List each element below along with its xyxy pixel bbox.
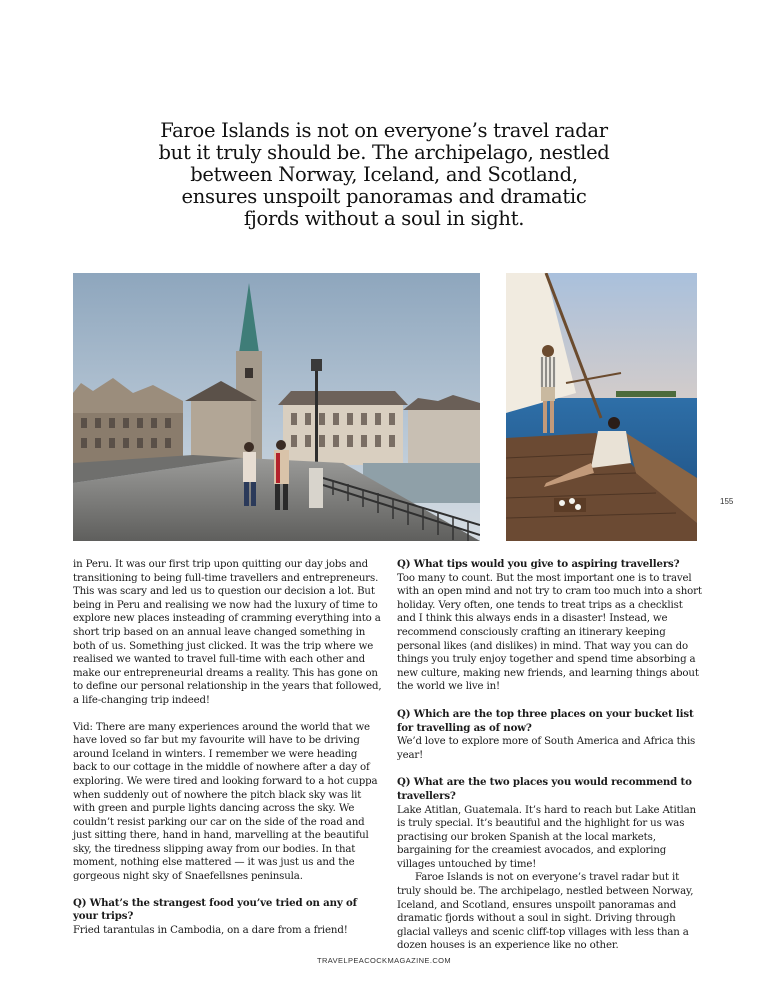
right-column [397,558,702,953]
body-paragraph: in Peru. It was our first trip upon quitting our day jobs and transitioning to being full-time travellers and entrepreneurs. This was scary and led us to question our decision a lot. But being in Peru and realising we now had the luxury of time to explore new places insteading of cramming everything into a short trip based on an annual leave changed something in both of us. Something just clicked. It was the trip where we realised we wanted to travel full-time with each other and make our entrepreneurial dreams a reality. This has gone on to define our personal relationship in the years that followed, a life-changing trip indeed! [73,559,382,706]
footer-website: TRAVELPEACOCKMAGAZINE.COM [316,956,452,965]
pull-quote-line: ensures unspoilt panoramas and dramatic [181,185,587,208]
pull-quote-line: but it truly should be. The archipelago, nestled [158,141,610,164]
question-heading: Q) Which are the top three places on your bucket list for travelling as of now? [397,707,694,734]
question-heading: Q) What are the two places you would recommend to travellers? [397,776,692,802]
pull-quote-line: between Norway, Iceland, and Scotland, [190,163,578,186]
body-paragraph: Vid: There are many experiences around the world that we have loved so far but my favourite will have to be driving around Iceland in winters. I remember we were heading back to our cottage in the middle of nowhere after a day of exploring. We were tired and looking forward to a hot cuppa when suddenly out of nowhere the pitch black sky was lit with green and purple lights dancing across the sky. We couldn’t resist parking our car on the side of the road and just sitting there, hand in hand, marvelling at the beautiful sky, the tiredness slipping away from our bodies. In that moment, nothing else mattered — it was just us and the gorgeous night sky of Snaefellsnes peninsula. [73,721,378,883]
question-heading: Q) What’s the strangest food you’ve tried on any of your trips? [73,896,357,923]
answer-paragraph: We’d love to explore more of South America and Africa this year! [397,736,696,761]
page-number: 155 [720,497,734,506]
pull-quote-line: fjords without a soul in sight. [243,207,525,230]
question-heading: Q) What tips would you give to aspiring travellers? [397,558,680,570]
pull-quote [150,120,618,230]
zurich-bridge-photo [73,273,480,541]
answer-paragraph: Fried tarantulas in Cambodia, on a dare from a friend! [73,924,348,936]
pull-quote-line: Faroe Islands is not on everyone’s travel radar [160,119,608,142]
answer-paragraph: Too many to count. But the most important one is to travel with an open mind and not try to cram too much into a short holiday. Very often, one tends to treat trips as a checklist and I think this always ends in a disaster! Instead, we recommend consciously crafting an itinerary keeping personal likes (and dislikes) in mind. That way you can do things you truly enjoy together and spend time absorbing a new culture, making new friends, and learning things about the world we live in! [397,572,702,693]
answer-paragraph: Lake Atitlan, Guatemala. It’s hard to reach but Lake Atitlan is truly special. It’s beautiful and the highlight for us was practising our broken Spanish at the local markets, bargaining for the creamiest avocados, and exploring villages untouched by time! [397,804,696,870]
left-column [73,558,383,951]
answer-paragraph: Faroe Islands is not on everyone’s travel radar but it truly should be. The archipelago, nestled between Norway, Iceland, and Scotland, ensures unspoilt panoramas and dramatic fjords without a soul in sight. Driving through glacial valleys and scenic cliff-top villages with less than a dozen houses is an experience like no other. [397,872,694,952]
sailboat-photo [506,273,697,541]
